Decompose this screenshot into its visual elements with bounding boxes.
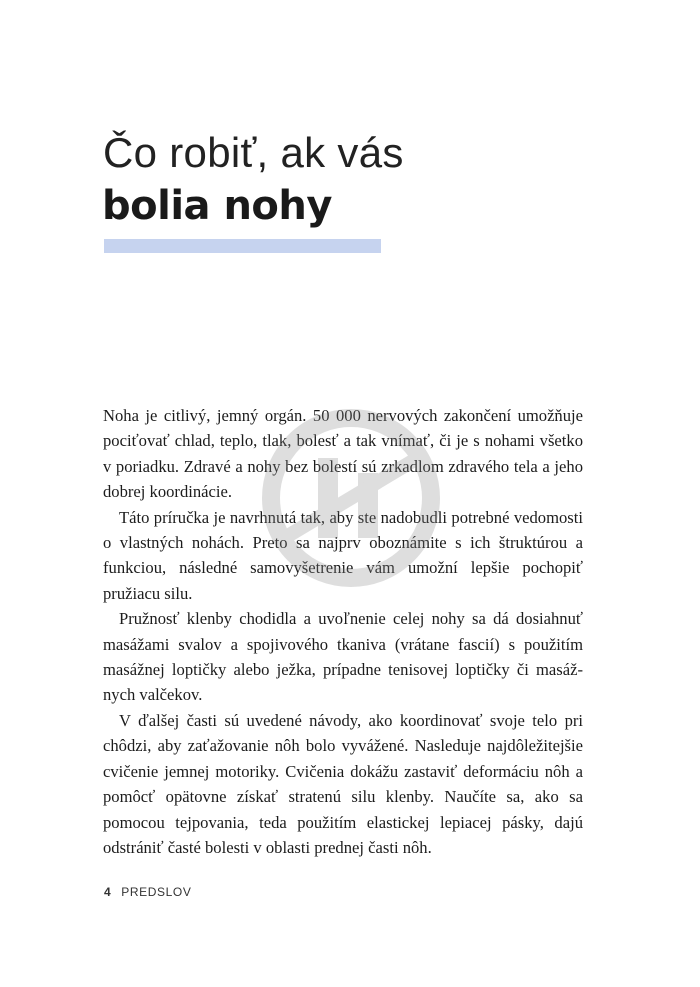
paragraph-1: Noha je citlivý, jemný orgán. 50 000 nervových zakončení umožňuje pociťovať chlad, teplo, tlak, bolesť a tak vnímať, či je s nohami všetko v poriadku. Zdravé a nohy bez bolestí sú zrkadlom zdravého tela a jeho dobrej koordinácie. — [103, 406, 583, 502]
page-title-line-1: Čo robiť, ak vás — [103, 129, 404, 176]
paragraph-4: V ďalšej časti sú uvedené návody, ako koordinovať svoje telo pri chôdzi, aby zaťažovanie nôh bolo vyvážené. Nasleduje najdôležitejšie cvičenie jemnej motoriky. Cvičenia dokážu zastaviť deformáciu nôh a pomôcť opätovne získať stratenú silu klenby. Naučíte sa, ako sa pomocou tejpovania, teda použitím elastickej lepiacej pásky, dajú odstrániť časté bolesti v oblasti prednej časti nôh. — [103, 710, 583, 857]
title-accent-bar — [104, 239, 381, 253]
page-number: 4 — [104, 885, 112, 899]
section-name: PREDSLOV — [121, 885, 192, 899]
page-title-line-2: bolia nohy — [102, 183, 332, 229]
page-footer — [104, 885, 191, 899]
paragraph-2: Táto príručka je navrhnutá tak, aby ste nadobudli potrebné vedomosti o vlastných nohách. Preto sa najprv oboznámite s ich štruktúrou a funkciou, následné samovyšetrenie vám umožní lepšie pochopiť pružiacu silu. — [103, 507, 583, 603]
body-text — [103, 403, 583, 860]
paragraph-3: Pružnosť klenby chodidla a uvoľnenie celej nohy sa dá dosiahnuť masážami svalov a spojivového tkaniva (vrátane fascií) s použitím masážnej loptičky alebo ježka, prípadne tenisovej loptičky či masážnych valčekov. — [103, 609, 583, 705]
